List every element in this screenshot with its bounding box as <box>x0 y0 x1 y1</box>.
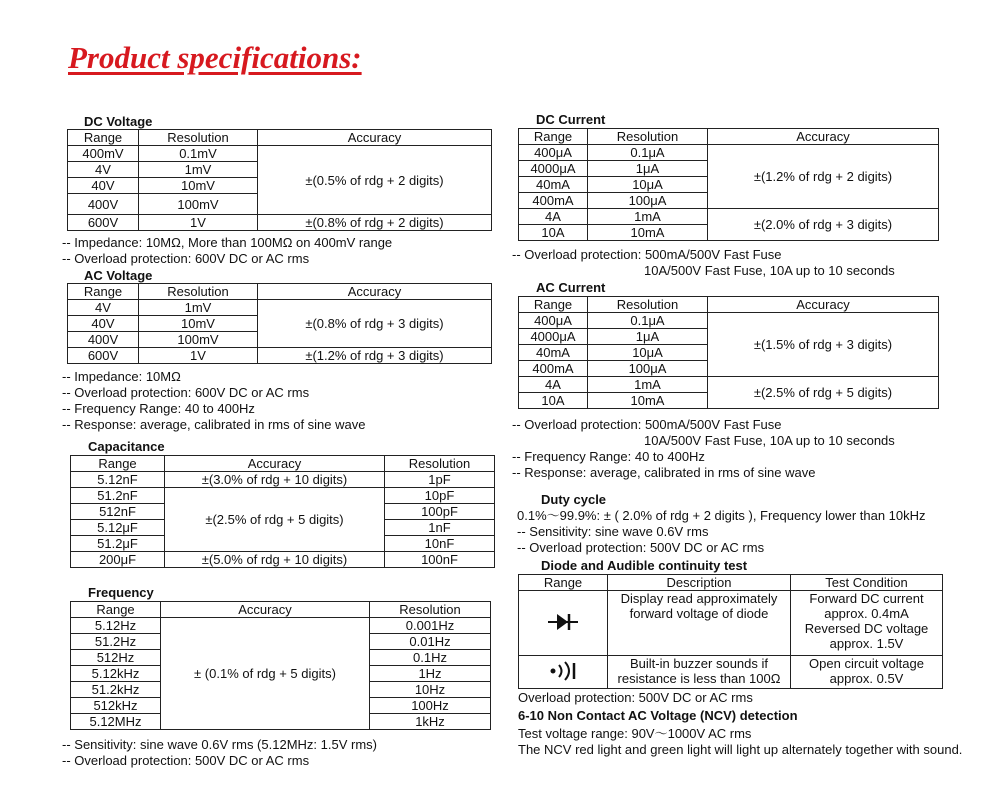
range-cell: 512Hz <box>71 650 161 666</box>
resolution-cell: 0.1Hz <box>370 650 491 666</box>
header-cell: Range <box>71 602 161 618</box>
range-cell: 40V <box>68 178 139 194</box>
resolution-cell: 100mV <box>139 332 258 348</box>
dc-voltage-notes <box>62 235 392 267</box>
resolution-cell: 0.1μA <box>588 145 708 161</box>
resolution-cell: 1μA <box>588 329 708 345</box>
note-line: -- Overload protection: 500mA/500V Fast Fuse <box>512 417 782 432</box>
diode-table <box>518 574 943 689</box>
accuracy-cell: ±(3.0% of rdg + 10 digits) <box>165 472 385 488</box>
header-cell: Test Condition <box>791 575 943 591</box>
note-line: -- Impedance: 10MΩ, More than 100MΩ on 400mV range <box>62 235 393 250</box>
range-cell: 600V <box>68 215 139 231</box>
range-cell: 4A <box>519 209 588 225</box>
resolution-cell: 1mA <box>588 377 708 393</box>
header-cell: Range <box>68 130 139 146</box>
resolution-cell: 1mV <box>139 300 258 316</box>
frequency-notes <box>62 737 377 769</box>
note-line: -- Frequency Range: 40 to 400Hz <box>62 401 255 416</box>
table-row <box>68 215 492 231</box>
note-line: 10A/500V Fast Fuse, 10A up to 10 seconds <box>644 433 895 448</box>
condition-cell <box>791 591 943 656</box>
accuracy-cell: ±(1.2% of rdg + 3 digits) <box>258 348 492 364</box>
resolution-cell: 1V <box>139 215 258 231</box>
diode-note: Overload protection: 500V DC or AC rms <box>518 690 753 705</box>
diode-title: Diode and Audible continuity test <box>541 558 748 573</box>
dc-current-table <box>518 128 939 241</box>
condition-cell <box>791 656 943 689</box>
header-cell: Accuracy <box>708 297 939 313</box>
condition-line: approx. 1.5V <box>829 636 904 651</box>
description-cell <box>608 656 791 689</box>
header-cell: Accuracy <box>258 284 492 300</box>
note-line: Test voltage range: 90V～1000V AC rms <box>518 726 752 741</box>
description-cell <box>608 591 791 656</box>
table-header-row <box>519 129 939 145</box>
resolution-cell: 0.001Hz <box>370 618 491 634</box>
condition-line: Open circuit voltage <box>809 656 924 671</box>
range-cell: 5.12μF <box>71 520 165 536</box>
resolution-cell: 100mV <box>139 194 258 215</box>
table-row <box>71 552 495 568</box>
resolution-cell: 1mV <box>139 162 258 178</box>
ac-current-notes <box>512 417 895 481</box>
resolution-cell: 0.01Hz <box>370 634 491 650</box>
range-cell: 40mA <box>519 345 588 361</box>
table-row <box>519 591 943 656</box>
range-cell: 51.2nF <box>71 488 165 504</box>
page-title: Product specifications: <box>68 40 362 75</box>
table-row <box>68 300 492 316</box>
range-cell: 400mA <box>519 361 588 377</box>
resolution-cell: 10μA <box>588 177 708 193</box>
header-cell: Range <box>519 129 588 145</box>
accuracy-cell: ± (0.1% of rdg + 5 digits) <box>161 618 370 730</box>
range-cell: 400μA <box>519 145 588 161</box>
header-cell: Accuracy <box>708 129 939 145</box>
ac-current-table <box>518 296 939 409</box>
resolution-cell: 1pF <box>385 472 495 488</box>
ac-voltage-title: AC Voltage <box>84 268 153 283</box>
header-cell: Resolution <box>588 297 708 313</box>
range-cell: 600V <box>68 348 139 364</box>
table-row <box>71 488 495 504</box>
header-cell: Resolution <box>370 602 491 618</box>
range-cell: 40mA <box>519 177 588 193</box>
table-header-row <box>68 130 492 146</box>
condition-line: approx. 0.5V <box>829 671 904 686</box>
table-row <box>71 472 495 488</box>
ncv-notes <box>518 726 962 758</box>
resolution-cell: 1V <box>139 348 258 364</box>
table-header-row <box>71 602 491 618</box>
header-cell: Resolution <box>385 456 495 472</box>
range-cell: 4A <box>519 377 588 393</box>
range-cell: 400mV <box>68 146 139 162</box>
resolution-cell: 100μA <box>588 193 708 209</box>
table-row <box>519 313 939 329</box>
range-cell: 4000μA <box>519 329 588 345</box>
range-cell: 5.12kHz <box>71 666 161 682</box>
ac-voltage-notes <box>62 369 365 433</box>
header-cell: Resolution <box>139 130 258 146</box>
header-cell: Accuracy <box>258 130 492 146</box>
resolution-cell: 1μA <box>588 161 708 177</box>
note-line: -- Response: average, calibrated in rms of sine wave <box>62 417 366 432</box>
duty-cycle-title: Duty cycle <box>541 492 607 507</box>
note-line: -- Frequency Range: 40 to 400Hz <box>512 449 705 464</box>
note-line: The NCV red light and green light will light up alternately together with sound. <box>518 742 963 757</box>
note-line: -- Overload protection: 600V DC or AC rms <box>62 251 310 266</box>
range-cell: 4V <box>68 300 139 316</box>
table-row <box>519 209 939 225</box>
note-line: 0.1%～99.9%: ± ( 2.0% of rdg + 2 digits ), Frequency lower than 10kHz <box>517 508 926 523</box>
range-cell: 400mA <box>519 193 588 209</box>
accuracy-cell: ±(0.8% of rdg + 3 digits) <box>258 300 492 348</box>
note-line: -- Overload protection: 500V DC or AC rms <box>62 753 310 768</box>
table-header-row <box>519 575 943 591</box>
range-cell <box>519 656 608 689</box>
resolution-cell: 1kHz <box>370 714 491 730</box>
table-row <box>71 618 491 634</box>
resolution-cell: 10mV <box>139 316 258 332</box>
resolution-cell: 1mA <box>588 209 708 225</box>
table-row <box>519 656 943 689</box>
header-cell: Accuracy <box>161 602 370 618</box>
capacitance-table <box>70 455 495 568</box>
resolution-cell: 1Hz <box>370 666 491 682</box>
resolution-cell: 10mA <box>588 225 708 241</box>
range-cell: 40V <box>68 316 139 332</box>
range-cell: 200μF <box>71 552 165 568</box>
range-cell: 5.12Hz <box>71 618 161 634</box>
description-line: Built-in buzzer sounds if <box>629 656 768 671</box>
range-cell: 400μA <box>519 313 588 329</box>
accuracy-cell: ±(1.5% of rdg + 3 digits) <box>708 313 939 377</box>
description-line: forward voltage of diode <box>629 606 769 621</box>
range-cell: 5.12MHz <box>71 714 161 730</box>
dc-current-title: DC Current <box>536 112 606 127</box>
range-cell: 10A <box>519 393 588 409</box>
range-cell: 51.2kHz <box>71 682 161 698</box>
note-line: -- Overload protection: 500V DC or AC rms <box>517 540 765 555</box>
note-line: -- Response: average, calibrated in rms of sine wave <box>512 465 816 480</box>
header-cell: Accuracy <box>165 456 385 472</box>
frequency-table <box>70 601 491 730</box>
capacitance-title: Capacitance <box>88 439 165 454</box>
range-cell: 51.2Hz <box>71 634 161 650</box>
resolution-cell: 10μA <box>588 345 708 361</box>
range-cell: 512nF <box>71 504 165 520</box>
dc-voltage-table <box>67 129 492 231</box>
ac-current-title: AC Current <box>536 280 606 295</box>
note-line: -- Sensitivity: sine wave 0.6V rms (5.12MHz: 1.5V rms) <box>62 737 377 752</box>
resolution-cell: 100μA <box>588 361 708 377</box>
range-cell: 4V <box>68 162 139 178</box>
range-cell: 10A <box>519 225 588 241</box>
header-cell: Range <box>68 284 139 300</box>
header-cell: Range <box>519 575 608 591</box>
condition-line: Forward DC current <box>809 591 924 606</box>
header-cell: Resolution <box>139 284 258 300</box>
accuracy-cell: ±(5.0% of rdg + 10 digits) <box>165 552 385 568</box>
table-row <box>68 348 492 364</box>
resolution-cell: 10mV <box>139 178 258 194</box>
dc-current-notes <box>512 247 895 279</box>
duty-cycle-notes <box>517 508 926 556</box>
note-line: -- Sensitivity: sine wave 0.6V rms <box>517 524 709 539</box>
note-line: 10A/500V Fast Fuse, 10A up to 10 seconds <box>644 263 895 278</box>
resolution-cell: 10Hz <box>370 682 491 698</box>
table-header-row <box>68 284 492 300</box>
range-cell: 512kHz <box>71 698 161 714</box>
resolution-cell: 10mA <box>588 393 708 409</box>
accuracy-cell: ±(1.2% of rdg + 2 digits) <box>708 145 939 209</box>
note-line: -- Overload protection: 600V DC or AC rms <box>62 385 310 400</box>
table-row <box>519 145 939 161</box>
header-cell: Range <box>519 297 588 313</box>
resolution-cell: 100Hz <box>370 698 491 714</box>
ncv-title: 6-10 Non Contact AC Voltage (NCV) detection <box>518 708 798 723</box>
resolution-cell: 100pF <box>385 504 495 520</box>
resolution-cell: 1nF <box>385 520 495 536</box>
accuracy-cell: ±(2.5% of rdg + 5 digits) <box>165 488 385 552</box>
frequency-title: Frequency <box>88 585 154 600</box>
accuracy-cell: ±(0.5% of rdg + 2 digits) <box>258 146 492 215</box>
range-cell: 400V <box>68 194 139 215</box>
accuracy-cell: ±(0.8% of rdg + 2 digits) <box>258 215 492 231</box>
note-line: -- Overload protection: 500mA/500V Fast Fuse <box>512 247 782 262</box>
resolution-cell: 100nF <box>385 552 495 568</box>
accuracy-cell: ±(2.0% of rdg + 3 digits) <box>708 209 939 241</box>
description-line: resistance is less than 100Ω <box>617 671 781 686</box>
range-cell: 400V <box>68 332 139 348</box>
accuracy-cell: ±(2.5% of rdg + 5 digits) <box>708 377 939 409</box>
header-cell: Range <box>71 456 165 472</box>
header-cell: Description <box>608 575 791 591</box>
dc-voltage-title: DC Voltage <box>84 114 153 129</box>
table-header-row <box>519 297 939 313</box>
description-line: Display read approximately <box>620 591 778 606</box>
range-cell <box>519 591 608 656</box>
range-cell: 5.12nF <box>71 472 165 488</box>
resolution-cell: 0.1mV <box>139 146 258 162</box>
table-row <box>519 377 939 393</box>
note-line: -- Impedance: 10MΩ <box>62 369 181 384</box>
resolution-cell: 0.1μA <box>588 313 708 329</box>
diode-icon <box>548 612 578 632</box>
header-cell: Resolution <box>588 129 708 145</box>
resolution-cell: 10nF <box>385 536 495 552</box>
ac-voltage-table <box>67 283 492 364</box>
condition-line: approx. 0.4mA <box>824 606 909 621</box>
range-cell: 4000μA <box>519 161 588 177</box>
table-row <box>68 146 492 162</box>
buzzer-icon <box>545 661 581 681</box>
range-cell: 51.2μF <box>71 536 165 552</box>
resolution-cell: 10pF <box>385 488 495 504</box>
table-header-row <box>71 456 495 472</box>
condition-line: Reversed DC voltage <box>804 621 929 636</box>
